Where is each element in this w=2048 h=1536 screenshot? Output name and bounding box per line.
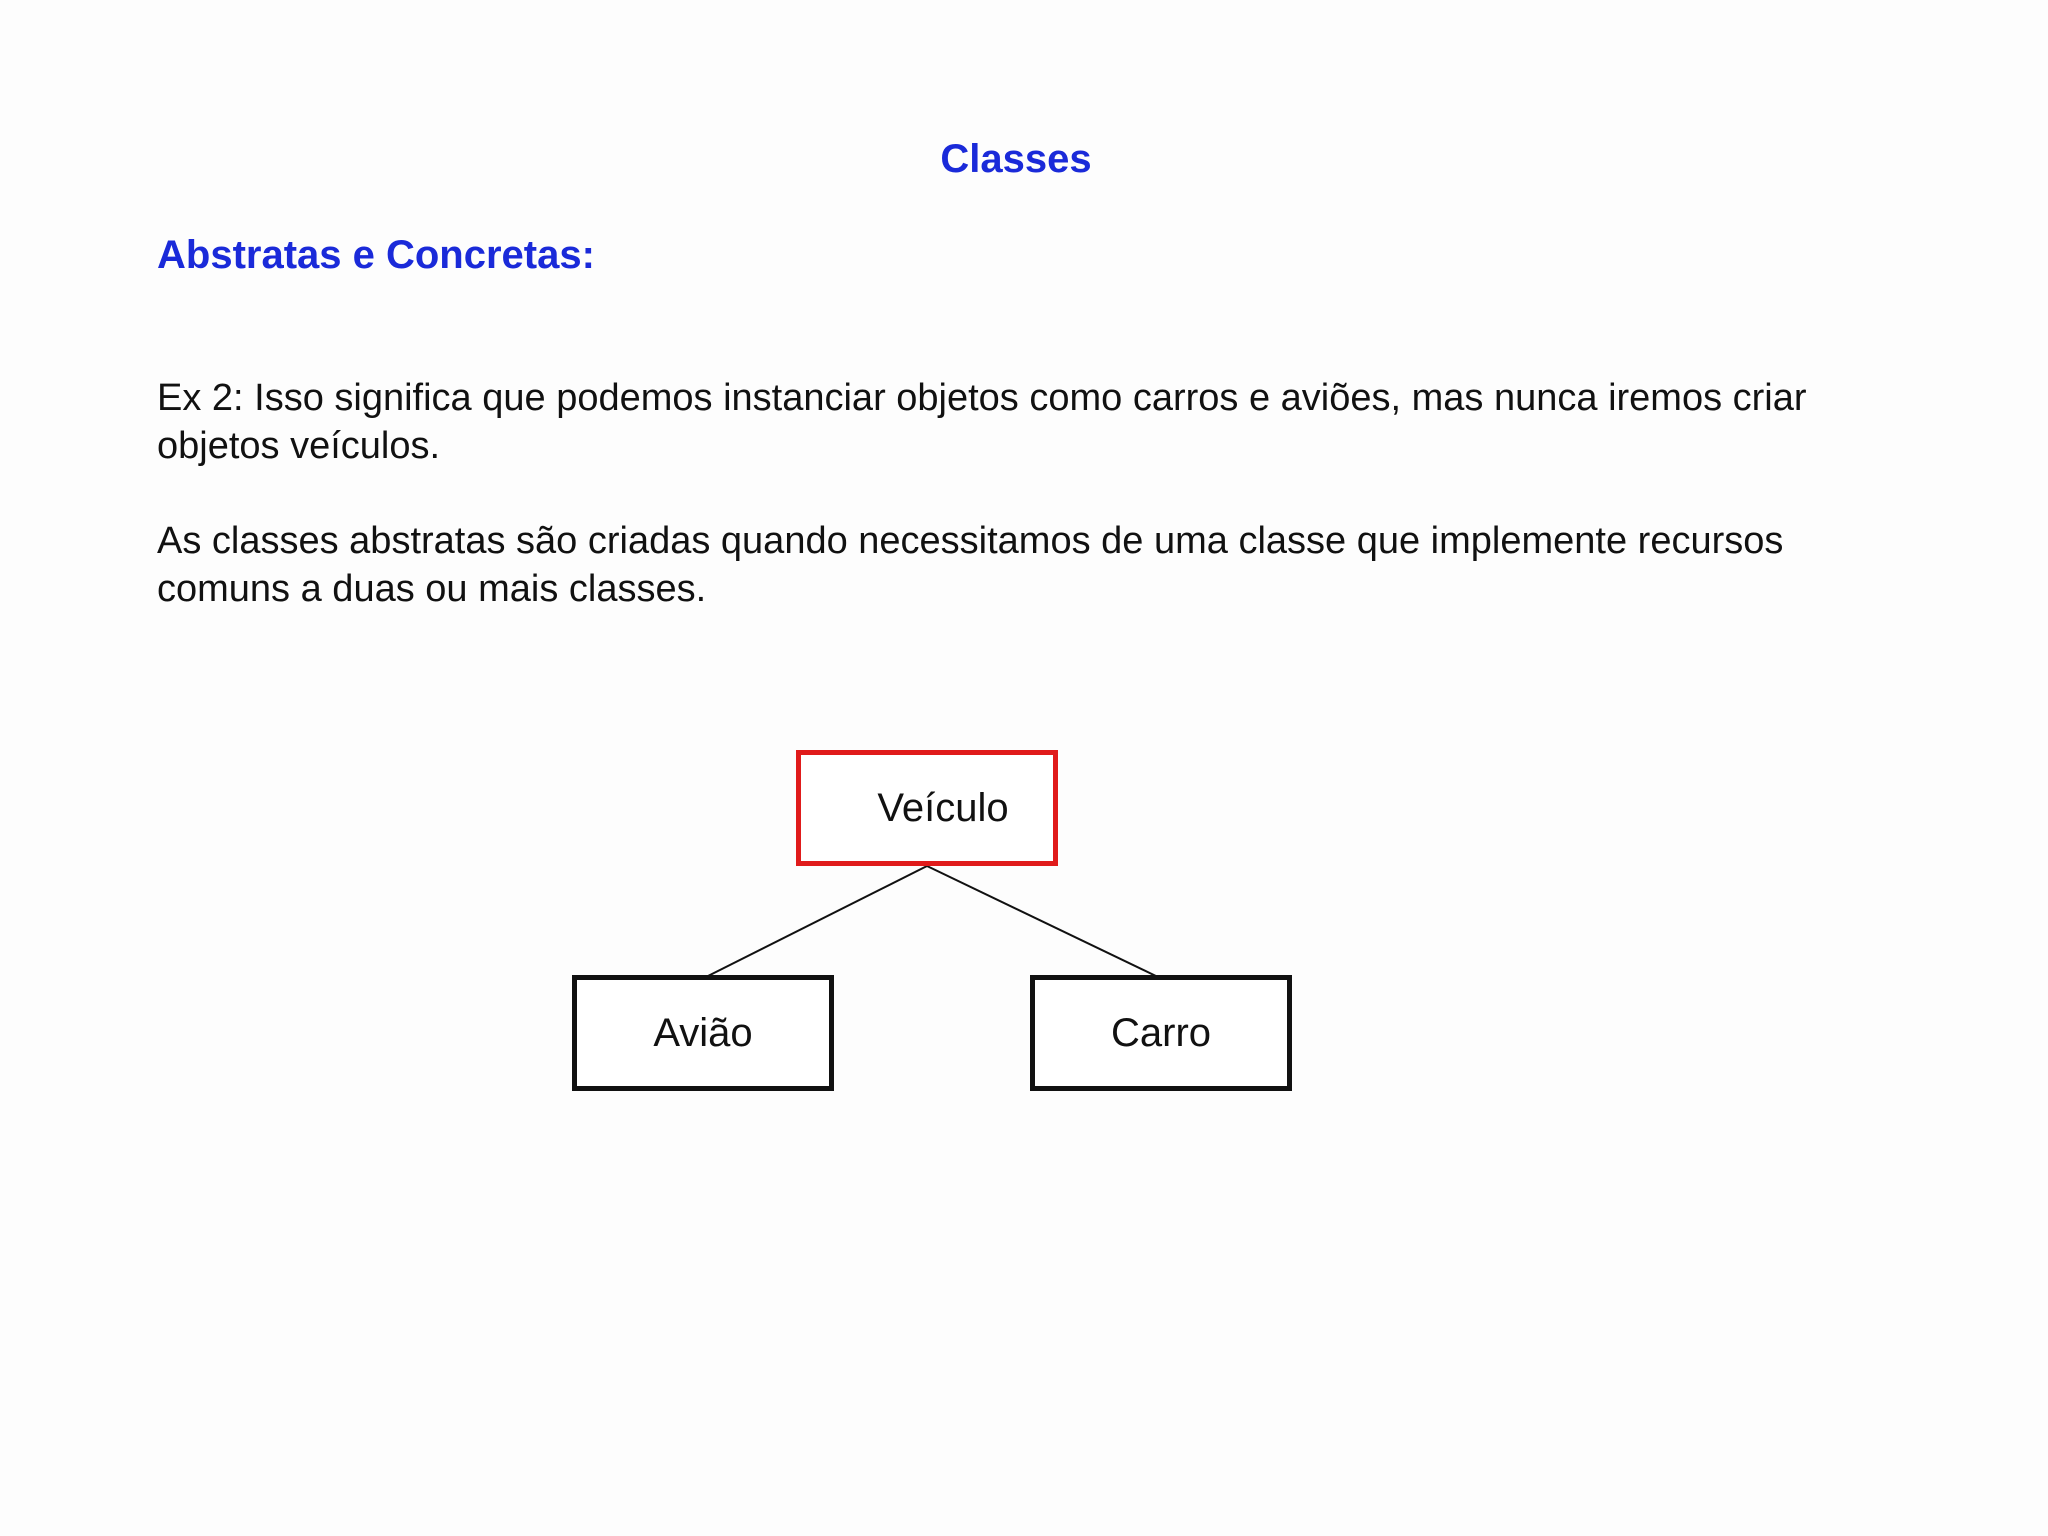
paragraph-abstract-classes: As classes abstratas são criadas quando necessitamos de uma classe que implemente recursos comuns a duas ou mais classes. (157, 520, 1784, 610)
node-plane (572, 975, 834, 1091)
slide-title: Classes (940, 137, 1092, 181)
node-plane-label: Avião (653, 1010, 753, 1055)
node-car-label: Carro (1110, 1010, 1212, 1055)
paragraph-example: Ex 2: Isso significa que podemos instanciar objetos como carros e aviões, mas nunca iremos criar objetos veículos. (157, 377, 1807, 467)
section-heading: Abstratas e Concretas: (157, 233, 595, 277)
connector-vehicle-plane (706, 866, 927, 977)
node-car (1030, 975, 1292, 1091)
node-vehicle-label: Veículo (877, 785, 1009, 830)
connector-vehicle-car (927, 866, 1158, 977)
node-vehicle (796, 750, 1058, 866)
